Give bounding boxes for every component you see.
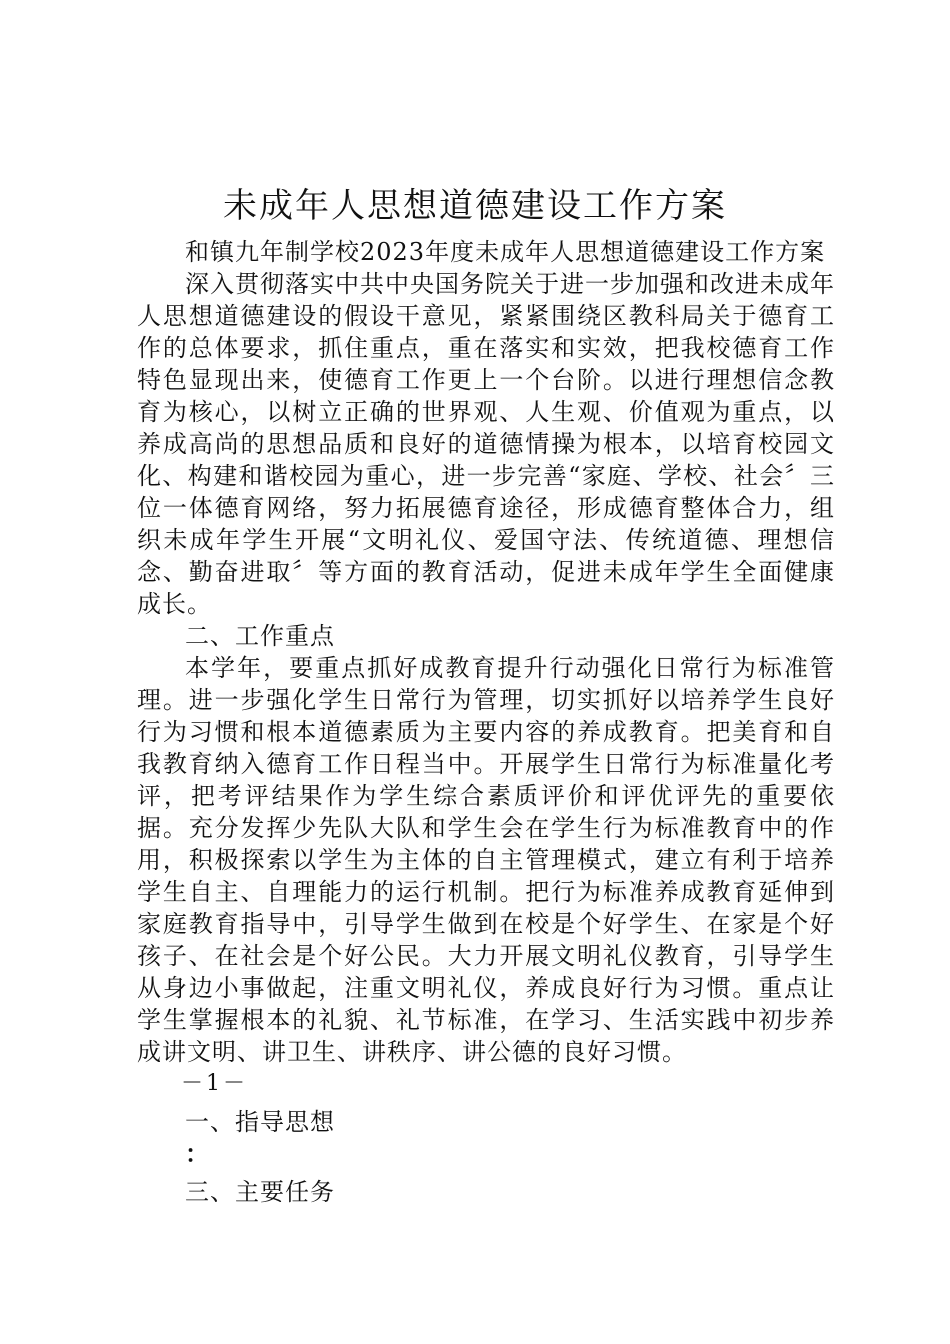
guiding-paragraph: 深入贯彻落实中共中央国务院关于进一步加强和改进未成年人思想道德建设的假设干意见，紧紧围绕区教科局关于德育工作的总体要求，抓住重点，重在落实和实效，把我校德育工作特色显现出来，使德育工作更上一个台阶。以进行理想信念教育为核心，以树立正确的世界观、人生观、价值观为重点，以养成高尚的思想品质和良好的道德情操为根本，以培育校园文化、构建和谐校园为重心，进一步完善“家庭、学校、社会〞三位一体德育网络，努力拓展德育途径，形成德育整体合力，组织未成年学生开展“文明礼仪、爱国守法、传统道德、理想信念、勤奋进取〞等方面的教育活动，促进未成年学生全面健康成长。 [137, 270, 835, 618]
work-focus-paragraph: 本学年，要重点抓好成教育提升行动强化日常行为标准管理。进一步强化学生日常行为管理，切实抓好以培养学生良好行为习惯和根本道德素质为主要内容的养成教育。把美育和自我教育纳入德育工作日程当中。开展学生日常行为标准量化考评，把考评结果作为学生综合素质评价和评优评先的重要依据。充分发挥少先队大队和学生会在学生行为标准教育中的作用，积极探索以学生为主体的自主管理模式，建立有利于培养学生自主、自理能力的运行机制。把行为标准养成教育延伸到家庭教育指导中，引导学生做到在校是个好学生、在家是个好孩子、在社会是个好公民。大力开展文明礼仪教育，引导学生从身边小事做起，注重文明礼仪，养成良好行为习惯。重点让学生掌握根本的礼貌、礼节标准，在学习、生活实践中初步养成讲文明、讲卫生、讲秩序、讲公德的良好习惯。 [137, 654, 835, 1066]
section-heading-guiding-ideology: 一、指导思想 [185, 1108, 335, 1136]
page-number: －1－ [181, 1071, 248, 1096]
section-heading-work-focus: 二、工作重点 [185, 622, 335, 650]
intro-paragraph: 和镇九年制学校2023年度未成年人思想道德建设工作方案 [185, 238, 826, 266]
section-heading-main-tasks: 三、主要任务 [185, 1178, 335, 1206]
document-body [137, 236, 835, 1208]
stray-colon: ： [185, 1139, 209, 1168]
document-title: 未成年人思想道德建设工作方案 [223, 186, 727, 226]
